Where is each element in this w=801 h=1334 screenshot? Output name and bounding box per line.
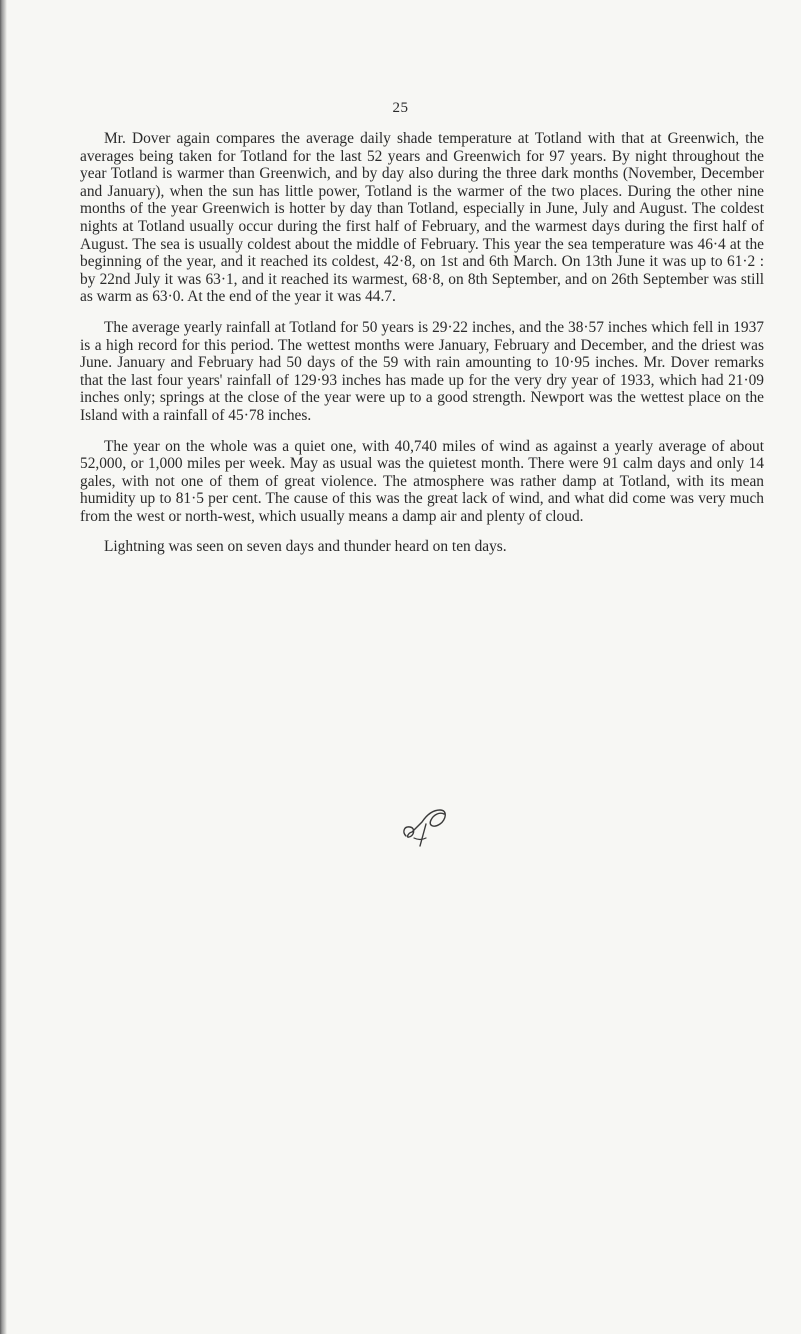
handwritten-flourish-icon xyxy=(400,800,464,852)
page-binding-edge xyxy=(0,0,7,1334)
paragraph-temperature: Mr. Dover again compares the average daily shade temperature at Totland with that at Greenwich, the averages being taken for Totland for the last 52 years and Greenwich for 97 years. By night throughout the year Totland is warmer than Greenwich, and by day also during the three dark months (November, December and January), when the sun has little power, Totland is the warmer of the two places. During the other nine months of the year Greenwich is hotter by day than Totland, especially in June, July and August. The coldest nights at Totland usually occur during the first half of February, and the warmest days during the first half of August. The sea is usually coldest about the middle of February. This year the sea temperature was 46·4 at the beginning of the year, and it reached its coldest, 42·8, on 1st and 6th March. On 13th June it was up to 61·2 : by 22nd July it was 63·1, and it reached its warmest, 68·8, on 8th September, and on 26th September was still as warm as 63·0. At the end of the year it was 44.7. xyxy=(80,130,764,306)
paragraph-rainfall: The average yearly rainfall at Totland for 50 years is 29·22 inches, and the 38·57 inches which fell in 1937 is a high record for this period. The wettest months were January, February and December, and the driest was June. January and February had 50 days of the 59 with rain amounting to 10·95 inches. Mr. Dover remarks that the last four years' rainfall of 129·93 inches has made up for the very dry year of 1933, which had 21·09 inches only; springs at the close of the year were up to a good strength. Newport was the wettest place on the Island with a rainfall of 45·78 inches. xyxy=(80,318,764,424)
body-text xyxy=(80,130,764,569)
paragraph-wind: The year on the whole was a quiet one, with 40,740 miles of wind as against a yearly average of about 52,000, or 1,000 miles per week. May as usual was the quietest month. There were 91 calm days and only 14 gales, with not one of them of great violence. The atmosphere was rather damp at Totland, with its mean humidity up to 81·5 per cent. The cause of this was the great lack of wind, and what did come was very much from the west or north-west, which usually means a damp air and plenty of cloud. xyxy=(80,437,764,525)
paragraph-lightning: Lightning was seen on seven days and thunder heard on ten days. xyxy=(104,538,507,556)
page-number: 25 xyxy=(392,100,409,116)
